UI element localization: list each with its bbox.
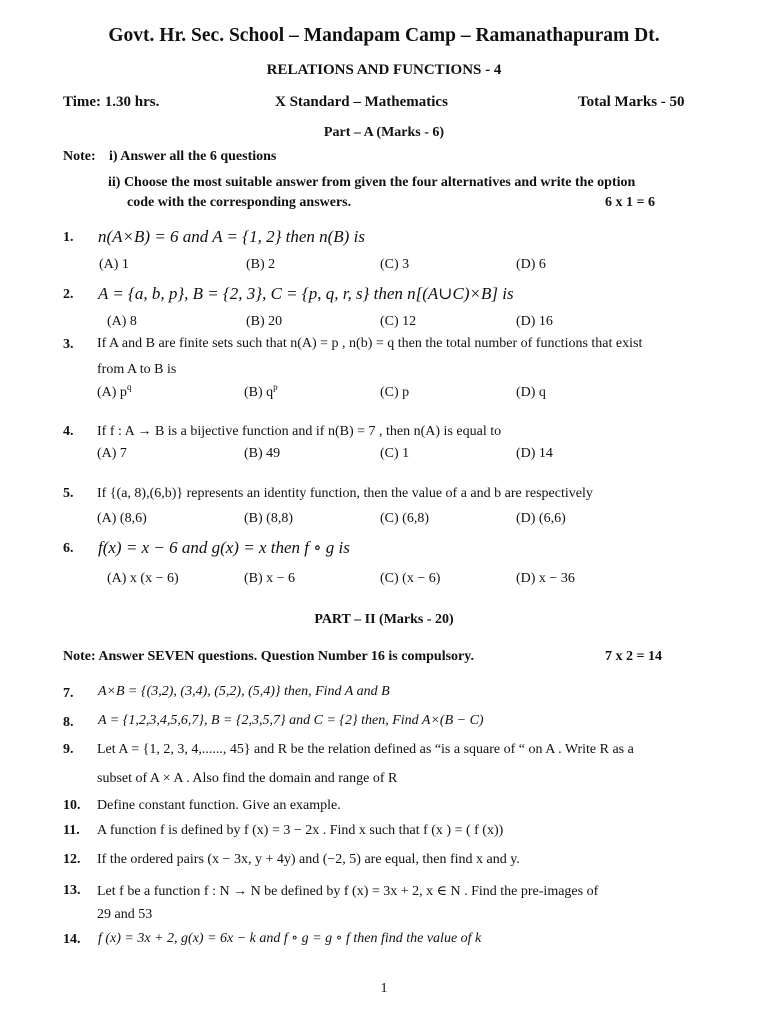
note-instruction-2-cont: code with the corresponding answers. (127, 195, 352, 210)
option-b (244, 382, 278, 401)
option-c: (C) (6,8) (380, 511, 429, 526)
option-d: (D) x − 36 (516, 571, 575, 586)
option-a: (A) 7 (97, 446, 127, 461)
part-a-heading: Part – A (Marks - 6) (323, 125, 445, 140)
option-a: (A) 8 (107, 314, 137, 329)
option-d: (D) q (516, 385, 546, 400)
part-b-note: Note: Answer SEVEN questions. Question Number 16 is compulsory. (63, 649, 474, 664)
question-number: 14. (63, 932, 81, 947)
question-text: If A and B are finite sets such that n(A) = p , n(b) = q then the total number of functions that exist (97, 336, 643, 351)
page-number: 1 (380, 981, 388, 996)
option-b-text: (B) q (244, 385, 274, 400)
part-b-heading: PART – II (Marks - 20) (314, 612, 454, 627)
question-number: 4. (63, 424, 74, 439)
option-a-text: (A) p (97, 385, 127, 400)
question-text: Let f be a function f : N → N be defined by f (x) = 3x + 2, x ∈ N . Find the pre-images of (97, 884, 599, 899)
option-a: (A) x (x − 6) (107, 571, 179, 586)
option-c: (C) p (380, 385, 410, 400)
question-text: f(x) = x − 6 and g(x) = x then f ∘ g is (98, 538, 350, 557)
option-c: (C) (x − 6) (380, 571, 441, 586)
question-number: 9. (63, 742, 74, 757)
question-text-cont: from A to B is (97, 362, 177, 377)
question-text: A = {1,2,3,4,5,6,7}, B = {2,3,5,7} and C = {2} then, Find A×(B − C) (98, 713, 484, 728)
option-d: (D) 6 (516, 257, 546, 272)
option-c: (C) 3 (380, 257, 410, 272)
question-number: 12. (63, 852, 81, 867)
option-a: (A) 1 (99, 257, 129, 272)
note-instruction-2: ii) Choose the most suitable answer from given the four alternatives and write the option (108, 175, 636, 190)
option-b: (B) 20 (246, 314, 283, 329)
question-text: n(A×B) = 6 and A = {1, 2} then n(B) is (98, 227, 365, 246)
option-b: (B) 2 (246, 257, 276, 272)
standard-label: X Standard – Mathematics (275, 94, 448, 110)
question-number: 1. (63, 230, 74, 245)
option-b: (B) (8,8) (244, 511, 293, 526)
question-number: 10. (63, 798, 81, 813)
part-a-marks: 6 x 1 = 6 (605, 195, 655, 210)
question-text: f (x) = 3x + 2, g(x) = 6x − k and f ∘ g = g ∘ f then find the value of k (98, 931, 482, 946)
question-text: Define constant function. Give an example. (97, 798, 341, 813)
question-text: Let A = {1, 2, 3, 4,......, 45} and R be the relation defined as “is a square of “ on A . Write R as a (97, 742, 634, 757)
question-number: 5. (63, 486, 74, 501)
note-instruction-1: i) Answer all the 6 questions (109, 149, 277, 164)
question-text: If the ordered pairs (x − 3x, y + 4y) and (−2, 5) are equal, then find x and y. (97, 852, 520, 867)
question-text: A×B = {(3,2), (3,4), (5,2), (5,4)} then, Find A and B (98, 684, 390, 699)
total-marks-label: Total Marks - 50 (578, 94, 685, 110)
question-number: 13. (63, 883, 81, 898)
exponent: p (273, 382, 278, 392)
question-number: 8. (63, 715, 74, 730)
option-d: (D) (6,6) (516, 511, 566, 526)
option-d: (D) 16 (516, 314, 553, 329)
question-text-cont: 29 and 53 (97, 907, 153, 922)
option-d: (D) 14 (516, 446, 553, 461)
question-text: If f : A → B is a bijective function and if n(B) = 7 , then n(A) is equal to (97, 424, 502, 439)
question-number: 11. (63, 823, 80, 838)
part-b-marks: 7 x 2 = 14 (605, 649, 662, 664)
exponent: q (126, 382, 132, 392)
question-number: 6. (63, 541, 74, 556)
time-label: Time: 1.30 hrs. (63, 94, 160, 110)
question-text: A function f is defined by f (x) = 3 − 2x . Find x such that f (x ) = ( f (x)) (97, 823, 504, 838)
option-a: (A) (8,6) (97, 511, 147, 526)
question-number: 7. (63, 686, 74, 701)
school-title: Govt. Hr. Sec. School – Mandapam Camp – Ramanathapuram Dt. (108, 25, 660, 46)
note-label: Note: (63, 149, 96, 164)
option-c: (C) 12 (380, 314, 417, 329)
question-number: 2. (63, 287, 74, 302)
option-b: (B) x − 6 (244, 571, 296, 586)
question-text: If {(a, 8),(6,b)} represents an identity function, then the value of a and b are respectively (97, 486, 593, 501)
option-a (97, 382, 132, 401)
question-number: 3. (63, 337, 74, 352)
question-text-cont: subset of A × A . Also find the domain and range of R (97, 771, 398, 786)
question-text: A = {a, b, p}, B = {2, 3}, C = {p, q, r, s} then n[(A∪C)×B] is (98, 284, 514, 303)
option-c: (C) 1 (380, 446, 410, 461)
option-b: (B) 49 (244, 446, 281, 461)
test-title: RELATIONS AND FUNCTIONS - 4 (266, 62, 502, 78)
